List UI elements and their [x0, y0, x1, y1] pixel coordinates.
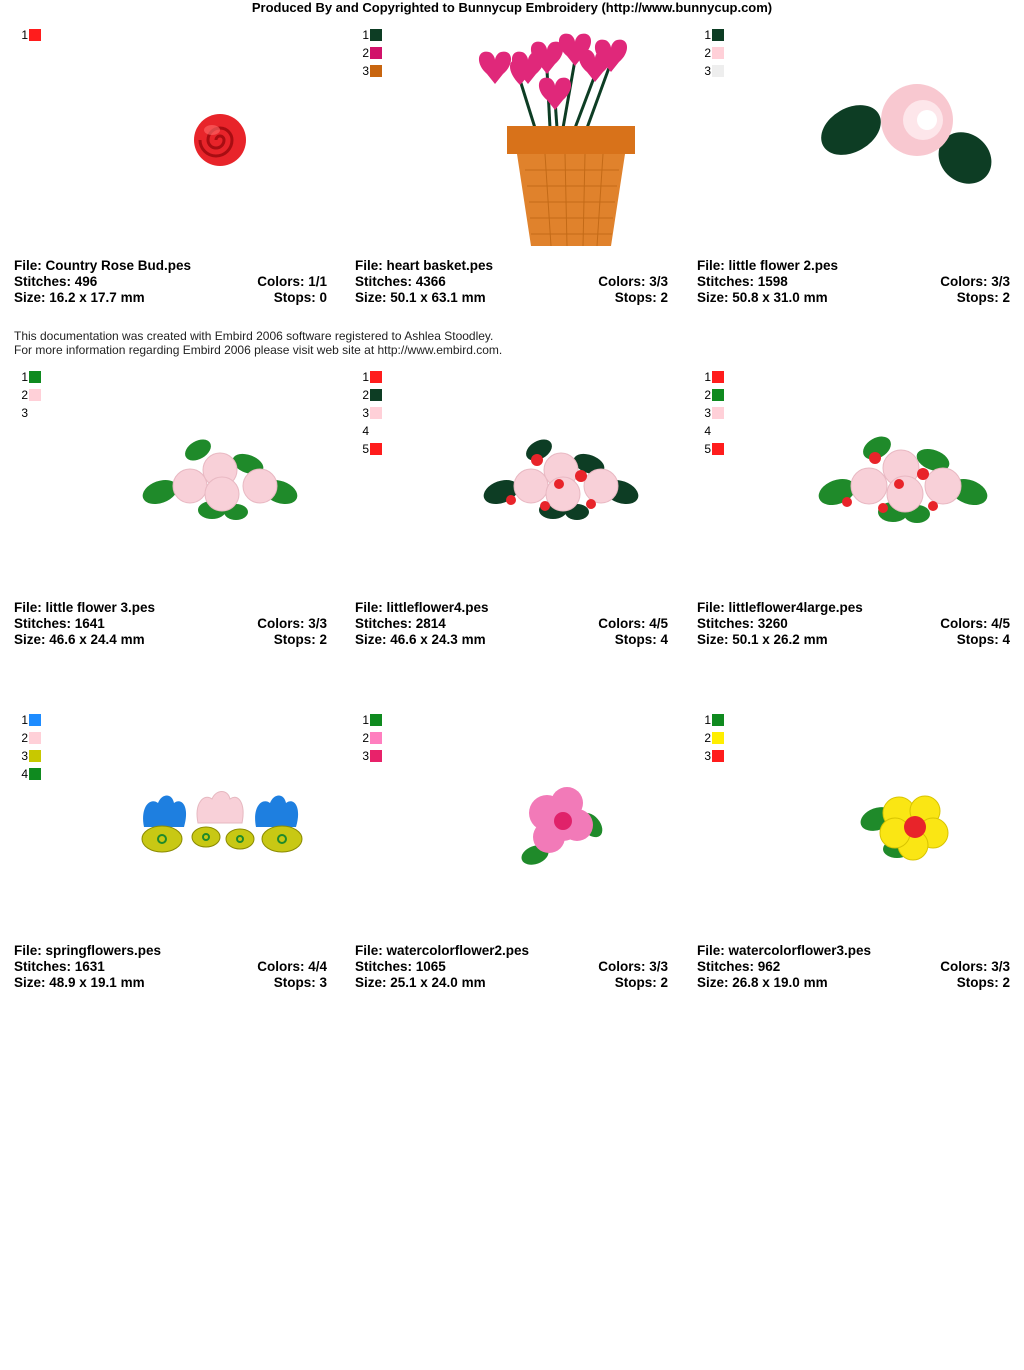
color-count: Colors: 4/5 [598, 616, 668, 631]
color-swatch-number: 1 [362, 28, 369, 42]
design-size: Size: 50.1 x 63.1 mm [355, 290, 486, 305]
color-swatch-list [20, 711, 41, 783]
color-swatch-row [20, 404, 41, 422]
springflowers-design-image [136, 787, 308, 865]
color-swatch-number: 2 [21, 731, 28, 745]
stop-count: Stops: 2 [956, 975, 1010, 990]
color-swatch-row [361, 44, 382, 62]
color-swatch [29, 389, 41, 401]
color-swatch-number: 5 [704, 442, 711, 456]
color-swatch [370, 714, 382, 726]
color-swatch-row [20, 747, 41, 765]
color-swatch [29, 732, 41, 744]
note-line-2: For more information regarding Embird 2006 please visit web site at http://www.embird.com. [14, 343, 503, 357]
color-swatch-number: 2 [362, 46, 369, 60]
color-swatch [29, 768, 41, 780]
stop-count: Stops: 2 [614, 975, 668, 990]
design-info [14, 258, 327, 306]
page-title: Produced By and Copyrighted to Bunnycup Embroidery (http://www.bunnycup.com) [251, 0, 773, 15]
color-swatch-number: 3 [362, 406, 369, 420]
color-swatch [712, 750, 724, 762]
color-swatch-row [361, 26, 382, 44]
color-swatch-number: 3 [21, 749, 28, 763]
littleflower4large-design-image [817, 426, 991, 528]
color-swatch [370, 29, 382, 41]
design-cell-springflowers [14, 711, 334, 1031]
file-name: File: springflowers.pes [14, 943, 162, 958]
color-swatch [712, 47, 724, 59]
color-swatch-number: 2 [362, 388, 369, 402]
color-swatch-row [703, 747, 724, 765]
color-swatch-row [703, 729, 724, 747]
design-info [14, 600, 327, 648]
stop-count: Stops: 3 [273, 975, 327, 990]
watercolorflower3-design-image [857, 791, 953, 863]
little-flower-3-design-image [140, 430, 304, 526]
color-swatch-row [703, 711, 724, 729]
color-swatch-row [361, 440, 382, 458]
color-swatch-number: 1 [21, 713, 28, 727]
design-info [355, 258, 668, 306]
color-swatch-number: 2 [704, 46, 711, 60]
color-swatch [712, 425, 724, 437]
color-swatch-number: 1 [21, 28, 28, 42]
color-swatch-row [703, 404, 724, 422]
color-swatch [29, 714, 41, 726]
note-line-1: This documentation was created with Embird 2006 software registered to Ashlea Stoodley. [14, 329, 494, 343]
design-cell-little-flower-2 [697, 26, 1017, 346]
stop-count: Stops: 2 [614, 290, 668, 305]
rosebud-design-image [190, 110, 250, 170]
color-swatch-list [20, 368, 41, 422]
design-size: Size: 50.8 x 31.0 mm [697, 290, 828, 305]
stitch-count: Stitches: 1065 [355, 959, 446, 974]
design-size: Size: 25.1 x 24.0 mm [355, 975, 486, 990]
color-swatch-number: 3 [362, 749, 369, 763]
color-count: Colors: 3/3 [598, 274, 668, 289]
color-swatch [712, 65, 724, 77]
color-swatch-number: 3 [362, 64, 369, 78]
stitch-count: Stitches: 1598 [697, 274, 788, 289]
little-flower-2-design-image [815, 80, 995, 200]
color-swatch-number: 2 [362, 731, 369, 745]
stitch-count: Stitches: 496 [14, 274, 98, 289]
color-swatch-row [703, 62, 724, 80]
color-swatch-row [703, 368, 724, 386]
watercolorflower2-design-image [517, 781, 609, 869]
design-info [14, 943, 327, 991]
color-swatch-row [361, 62, 382, 80]
design-info [697, 258, 1010, 306]
color-swatch [712, 443, 724, 455]
stitch-count: Stitches: 3260 [697, 616, 788, 631]
color-swatch [712, 389, 724, 401]
color-swatch-row [20, 729, 41, 747]
stop-count: Stops: 4 [614, 632, 668, 647]
color-swatch [29, 371, 41, 383]
file-name: File: little flower 2.pes [697, 258, 839, 273]
color-swatch-number: 5 [362, 442, 369, 456]
design-cell-littleflower4 [355, 368, 675, 688]
color-swatch-number: 1 [704, 28, 711, 42]
color-swatch-row [361, 386, 382, 404]
color-swatch [370, 371, 382, 383]
color-swatch [712, 714, 724, 726]
color-swatch-number: 1 [704, 370, 711, 384]
color-count: Colors: 3/3 [598, 959, 668, 974]
color-swatch [370, 389, 382, 401]
stitch-count: Stitches: 1641 [14, 616, 105, 631]
color-swatch [370, 443, 382, 455]
color-swatch-row [20, 711, 41, 729]
color-swatch-row [361, 368, 382, 386]
color-swatch-number: 3 [704, 406, 711, 420]
stitch-count: Stitches: 4366 [355, 274, 446, 289]
color-swatch-row [361, 404, 382, 422]
color-swatch-row [20, 386, 41, 404]
color-swatch-list [361, 711, 382, 765]
design-size: Size: 48.9 x 19.1 mm [14, 975, 145, 990]
file-name: File: watercolorflower3.pes [697, 943, 872, 958]
color-swatch-row [361, 711, 382, 729]
color-swatch-number: 1 [362, 713, 369, 727]
color-swatch [370, 425, 382, 437]
color-swatch-number: 1 [704, 713, 711, 727]
file-name: File: littleflower4large.pes [697, 600, 863, 615]
color-swatch-number: 4 [362, 424, 369, 438]
color-swatch-row [703, 422, 724, 440]
color-count: Colors: 4/5 [940, 616, 1010, 631]
color-swatch-list [20, 26, 41, 44]
color-count: Colors: 3/3 [940, 959, 1010, 974]
stitch-count: Stitches: 962 [697, 959, 781, 974]
color-swatch [712, 29, 724, 41]
color-swatch-row [703, 386, 724, 404]
color-swatch-number: 1 [21, 370, 28, 384]
stop-count: Stops: 0 [273, 290, 327, 305]
design-cell-country-rose-bud [14, 26, 334, 346]
stop-count: Stops: 4 [956, 632, 1010, 647]
design-info [355, 943, 668, 991]
color-swatch-row [703, 440, 724, 458]
file-name: File: watercolorflower2.pes [355, 943, 530, 958]
color-swatch [29, 407, 41, 419]
color-swatch-number: 3 [704, 64, 711, 78]
color-swatch-list [703, 368, 724, 458]
color-swatch-list [703, 26, 724, 80]
color-swatch-row [361, 422, 382, 440]
color-swatch-row [20, 368, 41, 386]
design-info [355, 600, 668, 648]
color-swatch [370, 750, 382, 762]
color-swatch-row [703, 26, 724, 44]
design-info [697, 943, 1010, 991]
color-swatch-number: 2 [704, 388, 711, 402]
color-swatch-number: 4 [21, 767, 28, 781]
color-swatch-list [361, 368, 382, 458]
file-name: File: littleflower4.pes [355, 600, 489, 615]
color-swatch-row [20, 765, 41, 783]
color-count: Colors: 1/1 [257, 274, 327, 289]
color-swatch-number: 3 [21, 406, 28, 420]
color-swatch-row [361, 747, 382, 765]
file-name: File: Country Rose Bud.pes [14, 258, 192, 273]
color-swatch-number: 4 [704, 424, 711, 438]
stitch-count: Stitches: 2814 [355, 616, 446, 631]
color-swatch [370, 65, 382, 77]
design-size: Size: 16.2 x 17.7 mm [14, 290, 145, 305]
design-cell-watercolorflower2 [355, 711, 675, 1031]
color-swatch-number: 3 [704, 749, 711, 763]
color-swatch-row [361, 729, 382, 747]
color-swatch [29, 750, 41, 762]
stop-count: Stops: 2 [273, 632, 327, 647]
color-swatch [712, 407, 724, 419]
color-swatch [370, 732, 382, 744]
color-swatch [370, 407, 382, 419]
color-swatch-number: 2 [21, 388, 28, 402]
design-cell-little-flower-3 [14, 368, 334, 688]
design-size: Size: 26.8 x 19.0 mm [697, 975, 828, 990]
embird-note [14, 329, 502, 357]
design-cell-watercolorflower3 [697, 711, 1017, 1031]
color-swatch-row [20, 26, 41, 44]
file-name: File: heart basket.pes [355, 258, 494, 273]
littleflower4-design-image [481, 430, 645, 526]
stop-count: Stops: 2 [956, 290, 1010, 305]
color-count: Colors: 4/4 [257, 959, 327, 974]
design-size: Size: 50.1 x 26.2 mm [697, 632, 828, 647]
design-cell-littleflower4large [697, 368, 1017, 688]
design-info [697, 600, 1010, 648]
color-swatch-list [703, 711, 724, 765]
design-size: Size: 46.6 x 24.3 mm [355, 632, 486, 647]
color-count: Colors: 3/3 [940, 274, 1010, 289]
color-swatch [712, 371, 724, 383]
color-count: Colors: 3/3 [257, 616, 327, 631]
color-swatch-number: 2 [704, 731, 711, 745]
design-size: Size: 46.6 x 24.4 mm [14, 632, 145, 647]
stitch-count: Stitches: 1631 [14, 959, 105, 974]
heart-basket-design-image [475, 30, 645, 250]
color-swatch-number: 1 [362, 370, 369, 384]
color-swatch [29, 29, 41, 41]
color-swatch [712, 732, 724, 744]
color-swatch-list [361, 26, 382, 80]
design-cell-heart-basket [355, 26, 675, 346]
color-swatch [370, 47, 382, 59]
file-name: File: little flower 3.pes [14, 600, 156, 615]
color-swatch-row [703, 44, 724, 62]
